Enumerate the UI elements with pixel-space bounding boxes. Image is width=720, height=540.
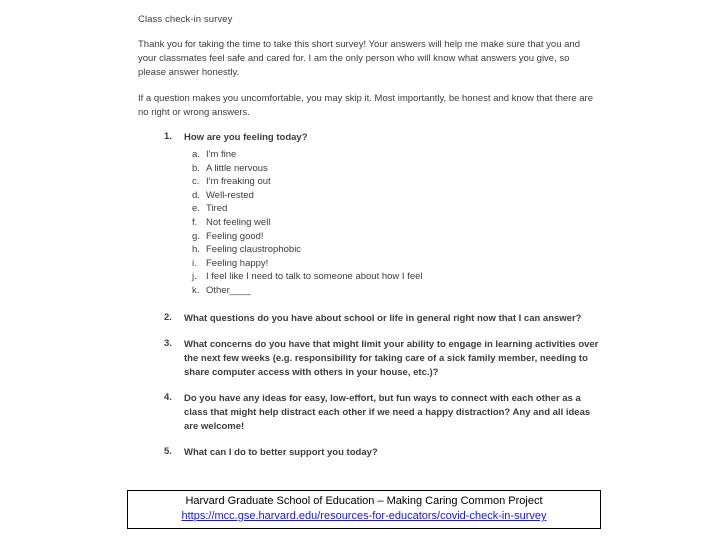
- option-letter: a.: [192, 149, 200, 161]
- option-letter: b.: [192, 162, 200, 174]
- question-item: [164, 312, 608, 326]
- question-text: What concerns do you have that might limit your ability to engage in learning activities over the next few weeks (e.g. responsibility for taking care of a sick family member, needing to share computer access with others in your house, etc.)?: [184, 338, 599, 378]
- option-text: Feeling happy!: [206, 257, 269, 269]
- option-text: I'm fine: [206, 149, 237, 161]
- answer-option: [184, 243, 608, 257]
- source-attribution: Harvard Graduate School of Education – Making Caring Common Project: [185, 495, 543, 507]
- option-text: Not feeling well: [206, 216, 271, 228]
- answer-option: [184, 162, 608, 176]
- intro-paragraph-2: If a question makes you uncomfortable, you may skip it. Most importantly, be honest and know that there are no right or wrong answers.: [138, 92, 594, 118]
- option-letter: h.: [192, 244, 200, 256]
- answer-option: [184, 257, 608, 271]
- question-item: [164, 392, 608, 434]
- question-number: 2.: [164, 311, 172, 323]
- option-text: Feeling claustrophobic: [206, 244, 302, 256]
- question-number: 4.: [164, 391, 172, 403]
- option-letter: c.: [192, 176, 200, 188]
- question-text: Do you have any ideas for easy, low-effort, but fun ways to connect with each other as a class that might help distract each other if we need a happy distraction? Any and all ideas are welcome!: [184, 392, 591, 432]
- answer-option: [184, 284, 608, 298]
- answer-option: [184, 230, 608, 244]
- question-text: How are you feeling today?: [184, 132, 308, 144]
- option-text: Feeling good!: [206, 230, 264, 242]
- question-number: 5.: [164, 445, 172, 457]
- document-title: Class check-in survey: [138, 14, 233, 25]
- option-text: I feel like I need to talk to someone about how I feel: [206, 271, 423, 283]
- option-letter: k.: [192, 284, 200, 296]
- question-list: [138, 131, 608, 460]
- question-text: What questions do you have about school or life in general right now that I can answer?: [184, 312, 582, 324]
- answer-option-list: [184, 148, 608, 298]
- answer-option: [184, 216, 608, 230]
- answer-option: [184, 148, 608, 162]
- option-text: A little nervous: [206, 162, 268, 174]
- question-number: 1.: [164, 131, 172, 143]
- option-letter: e.: [192, 203, 200, 215]
- option-text: Tired: [206, 203, 228, 215]
- question-item: [164, 446, 608, 460]
- option-text: Other____: [206, 284, 251, 296]
- answer-option: [184, 202, 608, 216]
- question-item: [164, 131, 608, 298]
- source-caption-box: [127, 490, 601, 529]
- answer-option: [184, 175, 608, 189]
- question-body: [184, 338, 608, 380]
- intro-paragraph-1: Thank you for taking the time to take this short survey! Your answers will help me make sure that you and your classmates feel safe and cared for. I am the only person who will know what answers you give, so please answer honestly.: [138, 39, 580, 79]
- question-body: [184, 312, 608, 326]
- answer-option: [184, 270, 608, 284]
- answer-option: [184, 189, 608, 203]
- option-letter: j.: [192, 271, 197, 283]
- option-letter: d.: [192, 189, 200, 201]
- survey-document: [138, 14, 608, 472]
- question-item: [164, 338, 608, 380]
- source-link[interactable]: https://mcc.gse.harvard.edu/resources-for-educators/covid-check-in-survey: [181, 510, 547, 522]
- option-letter: g.: [192, 230, 200, 242]
- option-text: Well-rested: [206, 189, 254, 201]
- question-body: [184, 446, 608, 460]
- question-text: What can I do to better support you today?: [184, 446, 378, 458]
- option-text: I'm freaking out: [206, 176, 271, 188]
- option-letter: f.: [192, 216, 198, 228]
- question-body: [184, 131, 608, 298]
- question-number: 3.: [164, 337, 172, 349]
- question-body: [184, 392, 608, 434]
- option-letter: i.: [192, 257, 197, 269]
